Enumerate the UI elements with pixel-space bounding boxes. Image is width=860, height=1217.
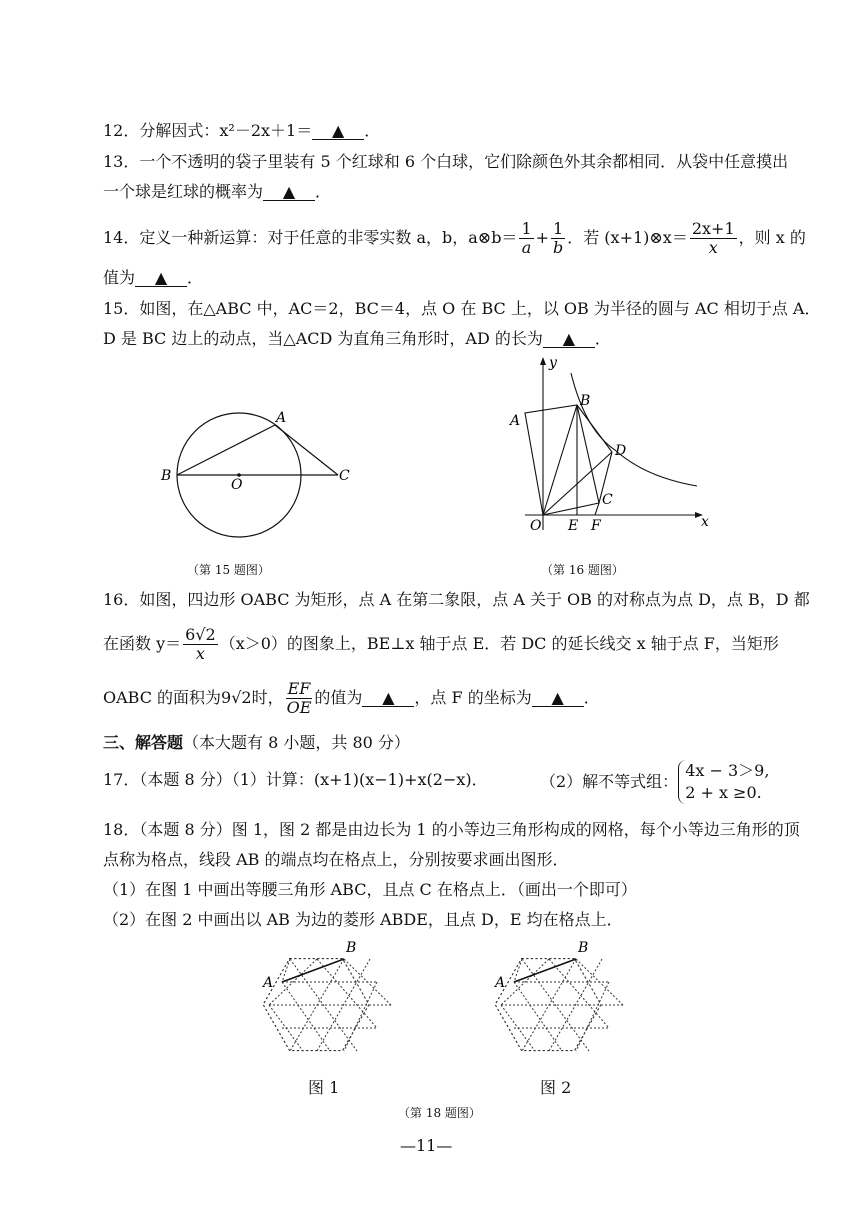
fig16-hyperbola xyxy=(571,373,697,486)
q17 xyxy=(103,770,488,790)
fig16-label-y: y xyxy=(549,355,557,371)
q14-text-end: ，则 x 的 xyxy=(738,228,806,247)
q15-number: 15． xyxy=(103,299,140,318)
q13-number: 13． xyxy=(103,152,140,171)
fig18-grid1-label-a: A xyxy=(263,975,274,991)
q16-text-3b: 的值为 xyxy=(314,688,363,707)
figure-15 xyxy=(155,405,360,555)
fig18-label-2: 图 2 xyxy=(540,1078,572,1097)
q14-text-2: 值为 xyxy=(103,268,136,287)
q15-answer-blank: ▲ xyxy=(543,331,595,348)
q14-line1: 14．定义一种新运算：对于任意的非零实数 a，b，a⊗b＝ $\frac{1}{a}$ + $\frac{1}{b}$ ．若 (x+1)⊗x＝ $\frac{2x+1}{x}$ ，则 x 的 xyxy=(103,219,806,257)
fig18-grid1-label-b: B xyxy=(346,940,357,956)
fraction-1-over-a: $\frac{1}{a}$ xyxy=(521,219,532,257)
figure-18-grid-1 xyxy=(260,935,400,1065)
fig16-label-b: B xyxy=(580,393,591,409)
fig16-rectangle-oabc xyxy=(525,405,599,515)
q13-text-2: 一个球是红球的概率为 xyxy=(103,182,264,201)
q16-text-2a: 在函数 y＝ xyxy=(103,634,182,653)
q13-line1 xyxy=(103,152,788,172)
fig16-label-x: x xyxy=(701,514,709,530)
q16-text-2b: （x＞0）的图象上，BE⊥x 轴于点 E．若 DC 的延长线交 x 轴于点 F，当矩形 xyxy=(219,634,779,653)
fig18-grid2-lines xyxy=(495,959,623,1051)
fig16-segment-ob xyxy=(543,405,577,515)
fig16-segment-cf xyxy=(595,503,599,515)
fig15-label-b: B xyxy=(161,468,172,484)
q14-text-1: 定义一种新运算：对于任意的非零实数 a，b，a⊗b＝ xyxy=(139,228,518,247)
fig18-caption: （第 18 题图） xyxy=(398,1106,481,1120)
q15-line2: D 是 BC 边上的动点，当△ACD 为直角三角形时，AD 的长为 ▲ ． xyxy=(103,329,611,348)
q12: 12．分解因式：x²－2x＋1＝ ▲ ． xyxy=(103,121,381,140)
figure-16 xyxy=(505,355,720,535)
q17-inequality-2: 2 + x ≥0. xyxy=(685,783,762,802)
q18-line3 xyxy=(103,880,637,900)
q12-number: 12． xyxy=(103,121,140,140)
q16-answer-blank-2: ▲ xyxy=(532,690,584,707)
q13-answer-blank: ▲ xyxy=(263,184,315,201)
fig16-label-c: C xyxy=(602,492,613,508)
fig16-label-o: O xyxy=(530,518,542,534)
fig16-label-a: A xyxy=(510,413,521,429)
section-3-heading xyxy=(103,733,410,753)
q16-answer-blank-1: ▲ xyxy=(362,690,414,707)
q16-line2 xyxy=(103,624,779,664)
fig18-grid2-label-a: A xyxy=(495,975,506,991)
q15-text-1: 如图，在△ABC 中，AC＝2，BC＝4，点 O 在 BC 上，以 OB 为半径的圆与 AC 相切于点 A． xyxy=(139,299,821,318)
q17-number: 17． xyxy=(103,770,140,789)
fraction-ef-over-oe: $\frac{EF}{OE}$ xyxy=(286,679,312,717)
q18-text-2: 点称为格点，线段 AB 的端点均在格点上，分别按要求画出图形． xyxy=(103,850,569,869)
q17-part2 xyxy=(540,760,769,804)
fig18-grid1-lines xyxy=(263,959,391,1051)
q18-text-1: （本题 8 分）图 1，图 2 都是由边长为 1 的小等边三角形构成的网格，每个小等边三角形的顶 xyxy=(139,820,800,839)
q12-text: 分解因式：x²－2x＋1＝ xyxy=(139,121,313,140)
q13-text-1: 一个不透明的袋子里装有 5 个红球和 6 个白球，它们除颜色外其余都相同．从袋中任意摸出 xyxy=(139,152,789,171)
q16-number: 16． xyxy=(103,590,140,609)
q14-number: 14． xyxy=(103,228,140,247)
q14-text-mid: ．若 (x+1)⊗x＝ xyxy=(567,228,688,247)
fig16-label-f: F xyxy=(591,518,601,534)
q18-line4 xyxy=(103,910,623,930)
section-3-title: 三、解答题 xyxy=(103,733,184,752)
q17-inequality-1: 4x − 3＞9, xyxy=(685,761,770,780)
q16-text-3a: OABC 的面积为9√2时， xyxy=(103,688,284,707)
fig16-label-e: E xyxy=(568,518,579,534)
q13-line2: 一个球是红球的概率为 ▲ ． xyxy=(103,182,332,201)
fig15-label-a: A xyxy=(276,410,287,426)
fig15-segment-ba xyxy=(177,425,275,475)
fraction-2x1-over-x: $\frac{2x+1}{x}$ xyxy=(691,219,735,257)
q16-text-3c: ，点 F 的坐标为 xyxy=(414,688,532,707)
fig16-y-arrow xyxy=(540,357,546,365)
fig15-segment-ac xyxy=(275,425,338,475)
q18-line2 xyxy=(103,850,569,870)
q14-answer-blank: ▲ xyxy=(135,270,187,287)
q18-text-4: （2）在图 2 中画出以 AB 为边的菱形 ABDE，且点 D，E 均在格点上． xyxy=(103,910,623,929)
q12-answer-blank: ▲ xyxy=(312,123,364,140)
q18-line1 xyxy=(103,820,800,840)
fig18-grid2-label-b: B xyxy=(578,940,589,956)
q16-text-1: 如图，四边形 OABC 为矩形，点 A 在第二象限，点 A 关于 OB 的对称点为点 D，点 B，D 都 xyxy=(139,590,810,609)
page-number: —11— xyxy=(400,1136,453,1155)
q15-text-2: D 是 BC 边上的动点，当△ACD 为直角三角形时，AD 的长为 xyxy=(103,329,543,348)
fig15-label-o: O xyxy=(231,477,243,493)
q17-text-1: （本题 8 分）（1）计算：(x+1)(x−1)+x(2−x)． xyxy=(139,770,488,789)
fig18-label-1: 图 1 xyxy=(308,1078,340,1097)
fig16-caption: （第 16 题图） xyxy=(541,563,624,577)
fig16-label-d: D xyxy=(615,443,627,459)
fraction-1-over-b: $\frac{1}{b}$ xyxy=(553,219,564,257)
fig15-caption: （第 15 题图） xyxy=(187,563,270,577)
q14-line2: 值为 ▲ ． xyxy=(103,268,204,287)
fraction-6root2-over-x: $\frac{6√2}{x}$ xyxy=(185,625,216,663)
q16-line3: OABC 的面积为9√2时， $\frac{EF}{OE}$ 的值为 ▲ ，点 F 的坐标为 ▲ ． xyxy=(103,679,600,717)
q17-inequality-system xyxy=(678,760,769,804)
fig15-label-c: C xyxy=(339,468,350,484)
q15-line1 xyxy=(103,299,821,319)
q16-line1 xyxy=(103,590,810,610)
q17-text-2: （2）解不等式组： xyxy=(540,772,679,791)
figure-18-grid-2 xyxy=(492,935,632,1065)
q18-number: 18． xyxy=(103,820,140,839)
section-3-note: （本大题有 8 小题，共 80 分） xyxy=(183,733,410,752)
q18-text-3: （1）在图 1 中画出等腰三角形 ABC，且点 C 在格点上．（画出一个即可） xyxy=(103,880,637,899)
